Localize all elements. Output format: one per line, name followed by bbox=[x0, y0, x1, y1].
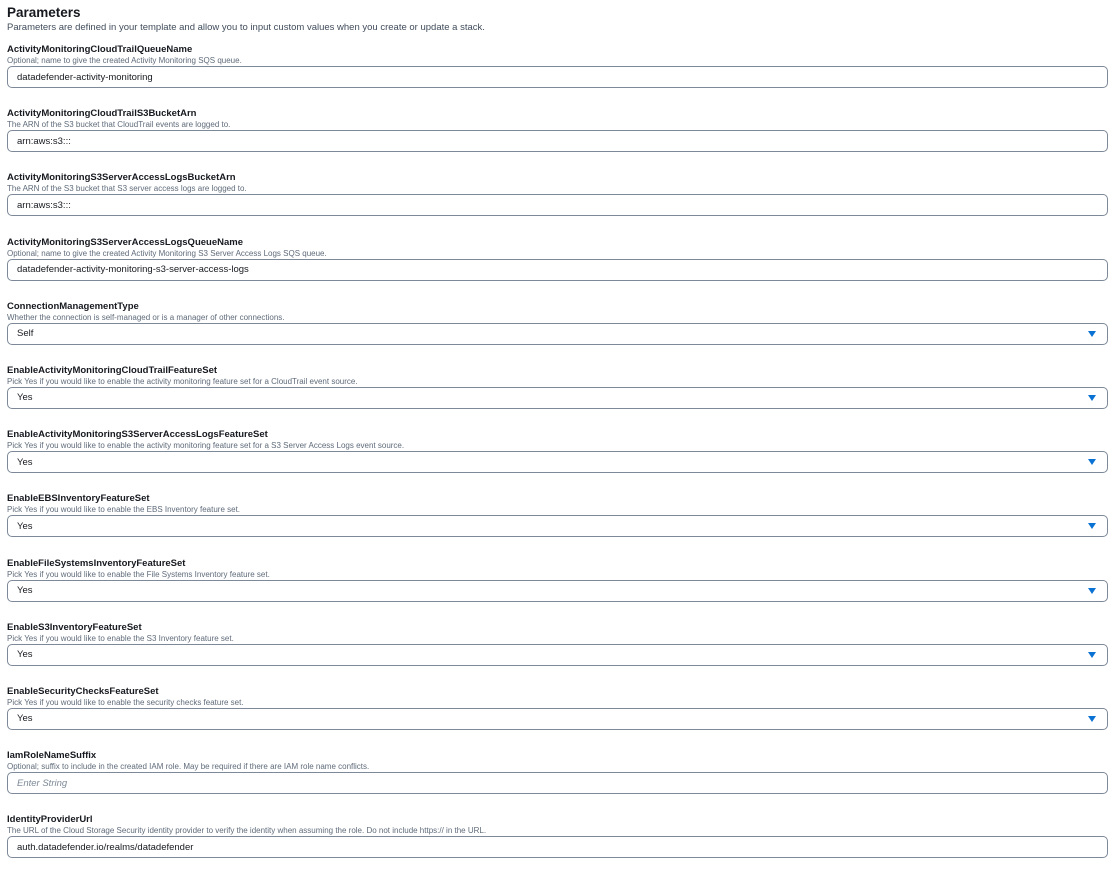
identity-provider-url-input[interactable] bbox=[7, 836, 1108, 858]
param-enable-security-checks-feature-set bbox=[7, 686, 1108, 750]
page-title: Parameters bbox=[7, 5, 81, 20]
param-connection-management-type bbox=[7, 301, 1108, 365]
select-value: Yes bbox=[17, 585, 33, 596]
param-description: Pick Yes if you would like to enable the File Systems Inventory feature set. bbox=[7, 569, 270, 579]
caret-down-icon bbox=[1088, 523, 1096, 529]
param-label: ActivityMonitoringCloudTrailS3BucketArn bbox=[7, 108, 197, 120]
param-description: Pick Yes if you would like to enable the EBS Inventory feature set. bbox=[7, 505, 241, 515]
param-description: Optional; name to give the created Activity Monitoring S3 Server Access Logs SQS queue. bbox=[7, 248, 327, 258]
select-value: Yes bbox=[17, 520, 33, 532]
enable-file-systems-inventory-select[interactable] bbox=[7, 580, 1108, 602]
param-label: ActivityMonitoringS3ServerAccessLogsQueueName bbox=[7, 236, 243, 248]
param-description: The URL of the Cloud Storage Security identity provider to verify the identity when assuming the role. Do not include https:// in the URL. bbox=[7, 826, 487, 836]
param-description: Pick Yes if you would like to enable the S3 Inventory feature set. bbox=[7, 633, 234, 643]
caret-down-icon bbox=[1088, 459, 1096, 465]
enable-ebs-inventory-select[interactable] bbox=[7, 515, 1108, 537]
param-description: Whether the connection is self-managed or is a manager of other connections. bbox=[7, 312, 285, 322]
param-identity-provider-url bbox=[7, 814, 1108, 878]
caret-down-icon bbox=[1088, 395, 1096, 401]
param-label: EnableFileSystemsInventoryFeatureSet bbox=[7, 557, 186, 569]
iam-role-name-suffix-input[interactable] bbox=[7, 772, 1108, 794]
param-activity-monitoring-s3-server-access-logs-queue-name bbox=[7, 237, 1108, 301]
param-enable-file-systems-inventory-feature-set bbox=[7, 558, 1108, 622]
parameter-list bbox=[7, 44, 1108, 878]
param-description: The ARN of the S3 bucket that CloudTrail events are logged to. bbox=[7, 120, 231, 130]
param-enable-ebs-inventory-feature-set bbox=[7, 493, 1108, 557]
param-label: IdentityProviderUrl bbox=[7, 814, 93, 826]
enable-activity-monitoring-s3-server-access-logs-select[interactable] bbox=[7, 451, 1108, 473]
param-label: ActivityMonitoringCloudTrailQueueName bbox=[7, 44, 193, 55]
activity-monitoring-cloudtrail-s3-bucket-arn-input[interactable] bbox=[7, 130, 1108, 152]
param-activity-monitoring-s3-server-access-logs-bucket-arn bbox=[7, 172, 1108, 236]
param-description: Pick Yes if you would like to enable the activity monitoring feature set for a S3 Server Access Logs event source. bbox=[7, 441, 405, 451]
select-value: Yes bbox=[17, 649, 33, 661]
param-description: Pick Yes if you would like to enable the activity monitoring feature set for a CloudTrail event source. bbox=[7, 376, 358, 386]
param-enable-activity-monitoring-cloudtrail-feature-set bbox=[7, 365, 1108, 429]
param-label: ConnectionManagementType bbox=[7, 300, 139, 312]
activity-monitoring-s3-server-access-logs-bucket-arn-input[interactable] bbox=[7, 194, 1108, 216]
enable-activity-monitoring-cloudtrail-select[interactable] bbox=[7, 387, 1108, 409]
activity-monitoring-s3-server-access-logs-queue-name-input[interactable] bbox=[7, 259, 1108, 281]
param-activity-monitoring-cloudtrail-s3-bucket-arn bbox=[7, 108, 1108, 172]
param-enable-activity-monitoring-s3-server-access-logs-feature-set bbox=[7, 429, 1108, 493]
param-label: EnableActivityMonitoringCloudTrailFeatureSet bbox=[7, 364, 218, 376]
param-label: IamRoleNameSuffix bbox=[7, 750, 97, 762]
connection-management-type-select[interactable] bbox=[7, 323, 1108, 345]
param-iam-role-name-suffix bbox=[7, 750, 1108, 814]
param-label: EnableActivityMonitoringS3ServerAccessLogsFeatureSet bbox=[7, 429, 268, 441]
enable-security-checks-select[interactable] bbox=[7, 708, 1108, 730]
select-value: Yes bbox=[17, 392, 33, 404]
param-description: Optional; name to give the created Activity Monitoring SQS queue. bbox=[7, 56, 242, 65]
parameters-panel bbox=[7, 5, 1108, 878]
select-value: Self bbox=[17, 328, 34, 340]
caret-down-icon bbox=[1088, 588, 1096, 594]
enable-s3-inventory-select[interactable] bbox=[7, 644, 1108, 666]
param-label: ActivityMonitoringS3ServerAccessLogsBucketArn bbox=[7, 172, 236, 184]
param-label: EnableEBSInventoryFeatureSet bbox=[7, 493, 150, 505]
page-subtitle: Parameters are defined in your template and allow you to input custom values when you create or update a stack. bbox=[7, 22, 485, 33]
param-label: EnableSecurityChecksFeatureSet bbox=[7, 685, 159, 697]
param-description: Pick Yes if you would like to enable the security checks feature set. bbox=[7, 697, 244, 707]
param-enable-s3-inventory-feature-set bbox=[7, 622, 1108, 686]
select-value: Yes bbox=[17, 713, 33, 725]
param-description: Optional; suffix to include in the created IAM role. May be required if there are IAM role name conflicts. bbox=[7, 762, 370, 772]
activity-monitoring-cloudtrail-queue-name-input[interactable] bbox=[7, 66, 1108, 88]
param-label: EnableS3InventoryFeatureSet bbox=[7, 621, 142, 633]
select-value: Yes bbox=[17, 456, 33, 468]
caret-down-icon bbox=[1088, 331, 1096, 337]
param-activity-monitoring-cloudtrail-queue-name bbox=[7, 44, 1108, 108]
param-description: The ARN of the S3 bucket that S3 server access logs are logged to. bbox=[7, 184, 247, 194]
caret-down-icon bbox=[1088, 652, 1096, 658]
caret-down-icon bbox=[1088, 716, 1096, 722]
